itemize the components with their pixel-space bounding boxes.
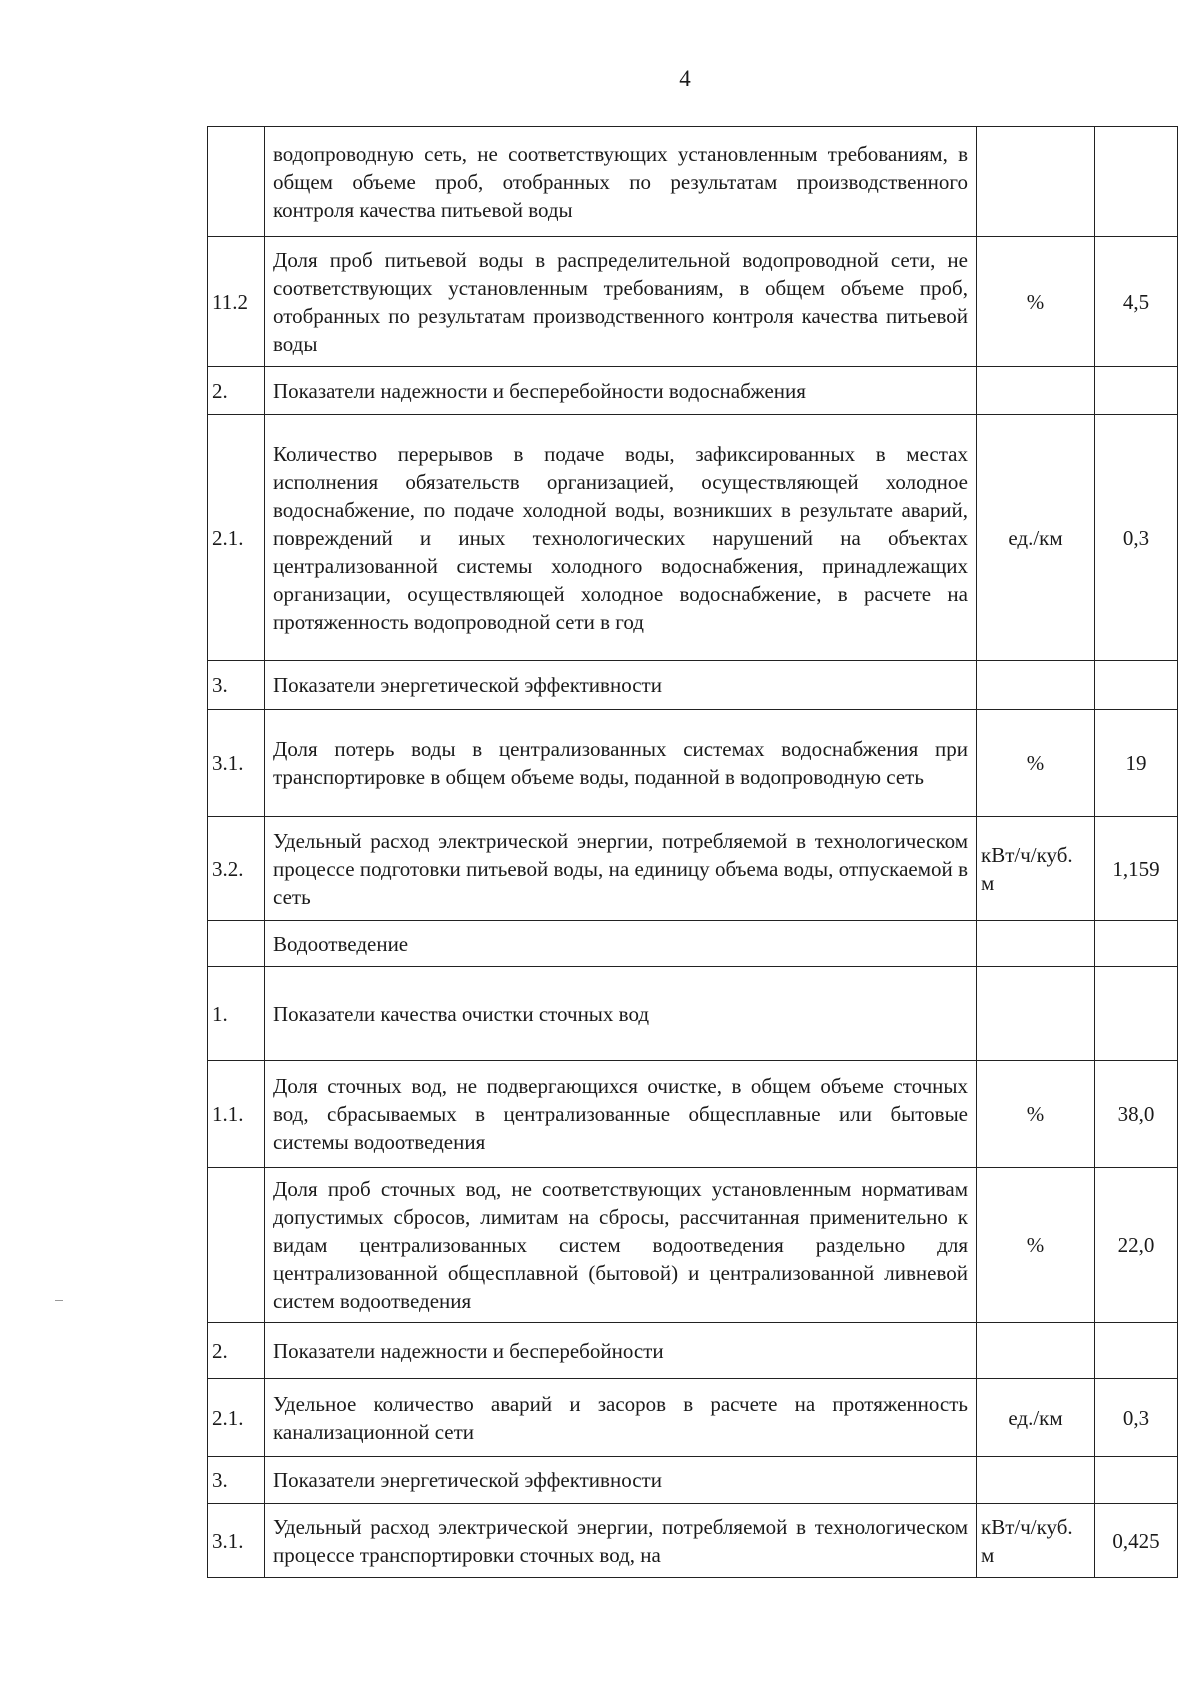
indicator-name-cell: Водоотведение xyxy=(265,921,977,967)
value-cell: 4,5 xyxy=(1095,237,1178,367)
row-number-cell: 1. xyxy=(208,967,265,1061)
indicator-name-cell: Доля проб сточных вод, не соответствующих установленным нормативам допустимых сбросов, лимитам на сбросы, рассчитанная применительно к видам централизованных систем водоотведения раздельно для централизованной общесплавной (бытовой) и централизованной ливневой систем водоотведения xyxy=(265,1168,977,1323)
table-row xyxy=(208,1457,1178,1504)
row-number-cell: 2. xyxy=(208,367,265,415)
unit-cell xyxy=(977,127,1095,237)
row-number-cell xyxy=(208,921,265,967)
table-row xyxy=(208,237,1178,367)
value-cell xyxy=(1095,1323,1178,1379)
row-number-cell: 1.1. xyxy=(208,1061,265,1168)
indicator-name-cell: Показатели энергетической эффективности xyxy=(265,661,977,710)
value-cell xyxy=(1095,921,1178,967)
table-row xyxy=(208,817,1178,921)
table-row xyxy=(208,967,1178,1061)
unit-cell xyxy=(977,967,1095,1061)
indicators-table-wrapper xyxy=(207,126,1178,1578)
unit-cell: % xyxy=(977,237,1095,367)
row-number-cell: 2.1. xyxy=(208,1379,265,1457)
value-cell xyxy=(1095,967,1178,1061)
indicators-table xyxy=(207,126,1178,1578)
indicators-table-body xyxy=(208,127,1178,1578)
value-cell: 1,159 xyxy=(1095,817,1178,921)
unit-cell xyxy=(977,1457,1095,1504)
value-cell xyxy=(1095,127,1178,237)
row-number-cell: 3.1. xyxy=(208,1504,265,1578)
page-number: 4 xyxy=(679,66,691,91)
value-cell: 0,425 xyxy=(1095,1504,1178,1578)
value-cell: 0,3 xyxy=(1095,1379,1178,1457)
unit-cell: ед./км xyxy=(977,1379,1095,1457)
table-row xyxy=(208,415,1178,661)
indicator-name-cell: Доля проб питьевой воды в распределительной водопроводной сети, не соответствующих установленным требованиям, в общем объеме проб, отобранных по результатам производственного контроля качества питьевой воды xyxy=(265,237,977,367)
value-cell: 22,0 xyxy=(1095,1168,1178,1323)
unit-cell xyxy=(977,661,1095,710)
indicator-name-cell: Показатели качества очистки сточных вод xyxy=(265,967,977,1061)
unit-cell: % xyxy=(977,710,1095,817)
table-row xyxy=(208,1323,1178,1379)
row-number-cell: 3. xyxy=(208,1457,265,1504)
value-cell: 19 xyxy=(1095,710,1178,817)
row-number-cell: 2.1. xyxy=(208,415,265,661)
table-row xyxy=(208,367,1178,415)
table-row xyxy=(208,1504,1178,1578)
unit-cell xyxy=(977,1323,1095,1379)
table-row xyxy=(208,127,1178,237)
indicator-name-cell: Показатели надежности и бесперебойности водоснабжения xyxy=(265,367,977,415)
table-row xyxy=(208,1379,1178,1457)
row-number-cell: 3. xyxy=(208,661,265,710)
value-cell: 38,0 xyxy=(1095,1061,1178,1168)
table-row xyxy=(208,661,1178,710)
indicator-name-cell: Удельный расход электрической энергии, потребляемой в технологическом процессе транспортировки сточных вод, на xyxy=(265,1504,977,1578)
value-cell: 0,3 xyxy=(1095,415,1178,661)
unit-cell: % xyxy=(977,1061,1095,1168)
indicator-name-cell: Удельное количество аварий и засоров в расчете на протяженность канализационной сети xyxy=(265,1379,977,1457)
unit-cell: % xyxy=(977,1168,1095,1323)
table-row xyxy=(208,1168,1178,1323)
unit-cell xyxy=(977,921,1095,967)
unit-cell: кВт/ч/куб. м xyxy=(977,1504,1095,1578)
indicator-name-cell: Количество перерывов в подаче воды, зафиксированных в местах исполнения обязательств организацией, осуществляющей холодное водоснабжение, по подаче холодной воды, возникших в результате аварий, повреждений и иных технологических нарушений на объектах централизованной системы холодного водоснабжения, принадлежащих организации, осуществляющей холодное водоснабжение, в расчете на протяженность водопроводной сети в год xyxy=(265,415,977,661)
indicator-name-cell: Доля сточных вод, не подвергающихся очистке, в общем объеме сточных вод, сбрасываемых в централизованные общесплавные или бытовые системы водоотведения xyxy=(265,1061,977,1168)
row-number-cell: 3.1. xyxy=(208,710,265,817)
scan-artifact xyxy=(55,1300,63,1301)
indicator-name-cell: Показатели энергетической эффективности xyxy=(265,1457,977,1504)
value-cell xyxy=(1095,367,1178,415)
indicator-name-cell: водопроводную сеть, не соответствующих установленным требованиям, в общем объеме проб, отобранных по результатам производственного контроля качества питьевой воды xyxy=(265,127,977,237)
row-number-cell xyxy=(208,127,265,237)
row-number-cell: 2. xyxy=(208,1323,265,1379)
indicator-name-cell: Доля потерь воды в централизованных системах водоснабжения при транспортировке в общем объеме воды, поданной в водопроводную сеть xyxy=(265,710,977,817)
indicator-name-cell: Показатели надежности и бесперебойности xyxy=(265,1323,977,1379)
unit-cell: ед./км xyxy=(977,415,1095,661)
unit-cell: кВт/ч/куб. м xyxy=(977,817,1095,921)
row-number-cell: 3.2. xyxy=(208,817,265,921)
table-row xyxy=(208,1061,1178,1168)
row-number-cell xyxy=(208,1168,265,1323)
unit-cell xyxy=(977,367,1095,415)
row-number-cell: 11.2 xyxy=(208,237,265,367)
indicator-name-cell: Удельный расход электрической энергии, потребляемой в технологическом процессе подготовки питьевой воды, на единицу объема воды, отпускаемой в сеть xyxy=(265,817,977,921)
value-cell xyxy=(1095,1457,1178,1504)
table-row xyxy=(208,710,1178,817)
table-row xyxy=(208,921,1178,967)
value-cell xyxy=(1095,661,1178,710)
